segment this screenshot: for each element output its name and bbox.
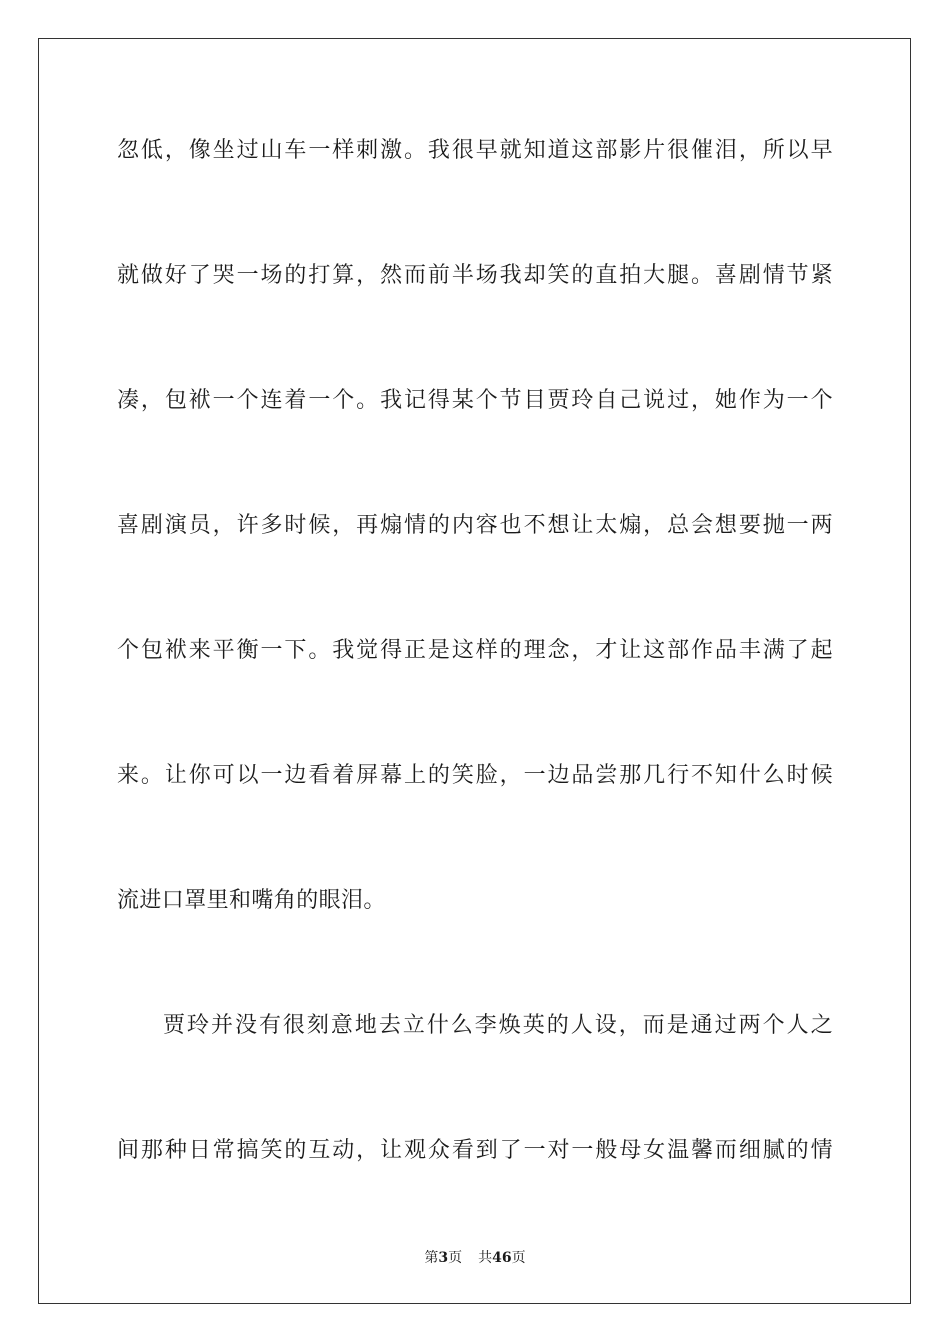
page-prefix: 第 bbox=[424, 1250, 439, 1266]
text-line: 贾玲并没有很刻意地去立什么李焕英的人设，而是通过两个人之 bbox=[163, 1013, 833, 1038]
page-suffix: 页 bbox=[448, 1250, 463, 1266]
page-footer bbox=[0, 1248, 950, 1268]
text-line: 喜剧演员，许多时候，再煽情的内容也不想让太煽，总会想要抛一两 bbox=[117, 513, 833, 538]
text-line: 凑，包袱一个连着一个。我记得某个节目贾玲自己说过，她作为一个 bbox=[117, 388, 833, 413]
text-line: 流进口罩里和嘴角的眼泪。 bbox=[117, 888, 386, 913]
total-pages: 46 bbox=[492, 1250, 512, 1266]
total-suffix: 页 bbox=[511, 1250, 526, 1266]
text-line: 个包袱来平衡一下。我觉得正是这样的理念，才让这部作品丰满了起 bbox=[117, 638, 833, 663]
total-prefix: 共 bbox=[478, 1250, 493, 1266]
text-line: 来。让你可以一边看着屏幕上的笑脸，一边品尝那几行不知什么时候 bbox=[117, 763, 833, 788]
text-line: 忽低，像坐过山车一样刺激。我很早就知道这部影片很催泪，所以早 bbox=[117, 138, 833, 163]
text-line: 就做好了哭一场的打算，然而前半场我却笑的直拍大腿。喜剧情节紧 bbox=[117, 263, 833, 288]
text-line: 间那种日常搞笑的互动，让观众看到了一对一般母女温馨而细腻的情 bbox=[117, 1138, 833, 1163]
page-number: 3 bbox=[438, 1250, 449, 1266]
page-border bbox=[38, 38, 911, 1304]
